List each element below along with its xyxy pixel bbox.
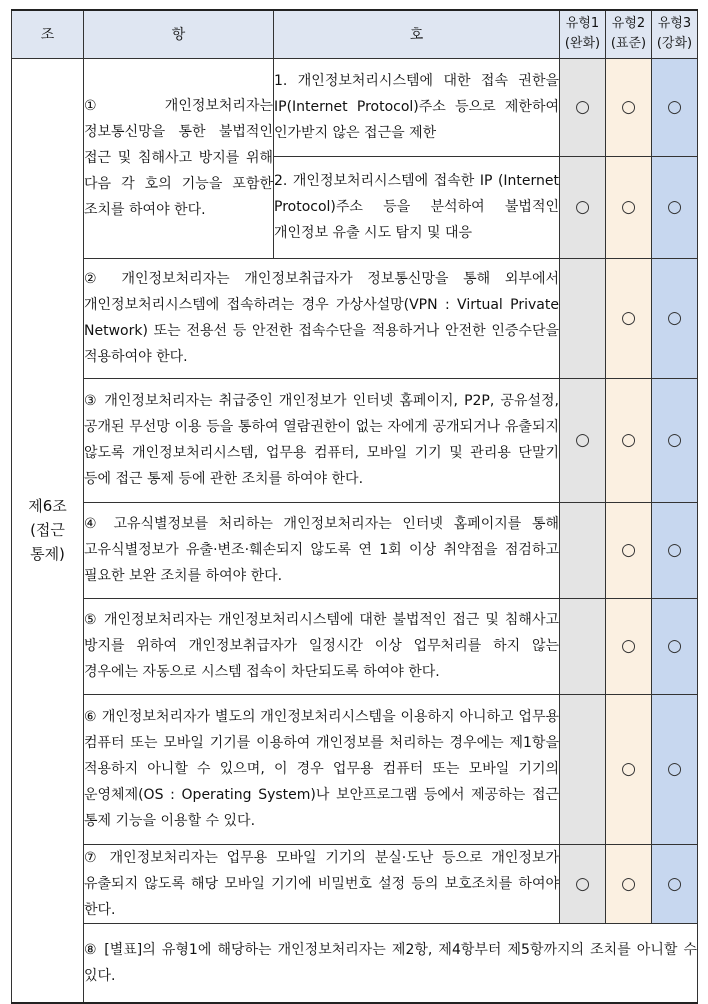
paragraph-7-type3-mark: ○ <box>652 844 698 923</box>
header-type1-name: 유형1 <box>565 16 600 32</box>
header-type3 <box>652 10 698 58</box>
article-title-2: 통제) <box>30 545 65 564</box>
item-2: 2. 개인정보처리시스템에 접속한 IP (Internet Protocol)주소 등을 분석하여 불법적인 개인정보 유출 시도 탐지 및 대응 <box>274 156 560 258</box>
paragraph-7-type1-mark: ○ <box>560 844 606 923</box>
item-1: 1. 개인정보처리시스템에 대한 접속 권한을 IP(Internet Protocol)주소 등으로 제한하여 인가받지 않은 접근을 제한 <box>274 58 560 156</box>
header-type1-desc: (완화) <box>564 36 601 52</box>
header-jo: 조 <box>12 10 84 58</box>
paragraph-6: ⑥ 개인정보처리자가 별도의 개인정보처리시스템을 이용하지 아니하고 업무용 컴퓨터 또는 모바일 기기를 이용하여 개인정보를 처리하는 경우에는 제1항을 적용하지 아니할 수 있으며, 이 경우 업무용 컴퓨터 또는 모바일 기기의 운영체제(OS : Operating System)나 보안프로그램 등에서 제공하는 접근 통제 기능을 이용할 수 있다. <box>84 694 560 844</box>
item-2-type2-mark: ○ <box>606 156 652 258</box>
paragraph-3-type2-mark: ○ <box>606 378 652 502</box>
table-row <box>12 694 698 844</box>
paragraph-7-type2-mark: ○ <box>606 844 652 923</box>
paragraph-2: ② 개인정보처리자는 개인정보취급자가 정보통신망을 통해 외부에서 개인정보처리시스템에 접속하려는 경우 가상사설망(VPN : Virtual Private Network) 또는 전용선 등 안전한 접속수단을 적용하거나 안전한 인증수단을 적용하여야 한다. <box>84 258 560 378</box>
paragraph-4-type2-mark: ○ <box>606 502 652 598</box>
paragraph-4: ④ 고유식별정보를 처리하는 개인정보처리자는 인터넷 홈페이지를 통해 고유식별정보가 유출·변조·훼손되지 않도록 연 1회 이상 취약점을 점검하고 필요한 보완 조치를 하여야 한다. <box>84 502 560 598</box>
item-1-type3-mark: ○ <box>652 58 698 156</box>
paragraph-3-type1-mark: ○ <box>560 378 606 502</box>
item-2-type3-mark: ○ <box>652 156 698 258</box>
table-row <box>12 378 698 502</box>
header-type2-name: 유형2 <box>611 16 646 32</box>
paragraph-3-type3-mark: ○ <box>652 378 698 502</box>
header-type2 <box>606 10 652 58</box>
table-row <box>12 844 698 923</box>
paragraph-2-type2-mark: ○ <box>606 258 652 378</box>
paragraph-4-type3-mark: ○ <box>652 502 698 598</box>
header-ho: 호 <box>274 10 560 58</box>
paragraph-3: ③ 개인정보처리자는 취급중인 개인정보가 인터넷 홈페이지, P2P, 공유설정, 공개된 무선망 이용 등을 통하여 열람권한이 없는 자에게 공개되거나 유출되지 않도록 개인정보처리시스템, 업무용 컴퓨터, 모바일 기기 및 관리용 단말기 등에 접근 통제 등에 관한 조치를 하여야 한다. <box>84 378 560 502</box>
item-1-type2-mark: ○ <box>606 58 652 156</box>
header-type1 <box>560 10 606 58</box>
paragraph-6-type3-mark: ○ <box>652 694 698 844</box>
table-row <box>12 58 698 156</box>
paragraph-5: ⑤ 개인정보처리자는 개인정보처리시스템에 대한 불법적인 접근 및 침해사고 방지를 위하여 개인정보취급자가 일정시간 이상 업무처리를 하지 않는 경우에는 자동으로 시스템 접속이 차단되도록 하여야 한다. <box>84 598 560 694</box>
header-type3-name: 유형3 <box>657 16 692 32</box>
regulation-table <box>11 9 698 1004</box>
paragraph-2-type1-mark <box>560 258 606 378</box>
header-type2-desc: (표준) <box>610 36 647 52</box>
paragraph-1: ① 개인정보처리자는 정보통신망을 통한 불법적인 접근 및 침해사고 방지를 위해 다음 각 호의 기능을 포함한 조치를 하여야 한다. <box>84 58 274 258</box>
paragraph-6-type2-mark: ○ <box>606 694 652 844</box>
paragraph-2-type3-mark: ○ <box>652 258 698 378</box>
paragraph-6-type1-mark <box>560 694 606 844</box>
table-row <box>12 598 698 694</box>
paragraph-8: ⑧ [별표]의 유형1에 해당하는 개인정보처리자는 제2항, 제4항부터 제5항까지의 조치를 아니할 수 있다. <box>84 923 698 1003</box>
paragraph-5-type1-mark <box>560 598 606 694</box>
paragraph-4-type1-mark <box>560 502 606 598</box>
table-row <box>12 502 698 598</box>
header-row <box>12 10 698 58</box>
paragraph-5-type2-mark: ○ <box>606 598 652 694</box>
paragraph-5-type3-mark: ○ <box>652 598 698 694</box>
header-type3-desc: (강화) <box>656 36 693 52</box>
item-2-type1-mark: ○ <box>560 156 606 258</box>
article-number: 제6조 <box>28 497 67 516</box>
item-1-type1-mark: ○ <box>560 58 606 156</box>
article-cell <box>12 58 84 1003</box>
paragraph-7: ⑦ 개인정보처리자는 업무용 모바일 기기의 분실·도난 등으로 개인정보가 유출되지 않도록 해당 모바일 기기에 비밀번호 설정 등의 보호조치를 하여야 한다. <box>84 844 560 923</box>
header-hang: 항 <box>84 10 274 58</box>
table-row <box>12 923 698 1003</box>
article-title-1: (접근 <box>30 521 65 540</box>
table-row <box>12 258 698 378</box>
